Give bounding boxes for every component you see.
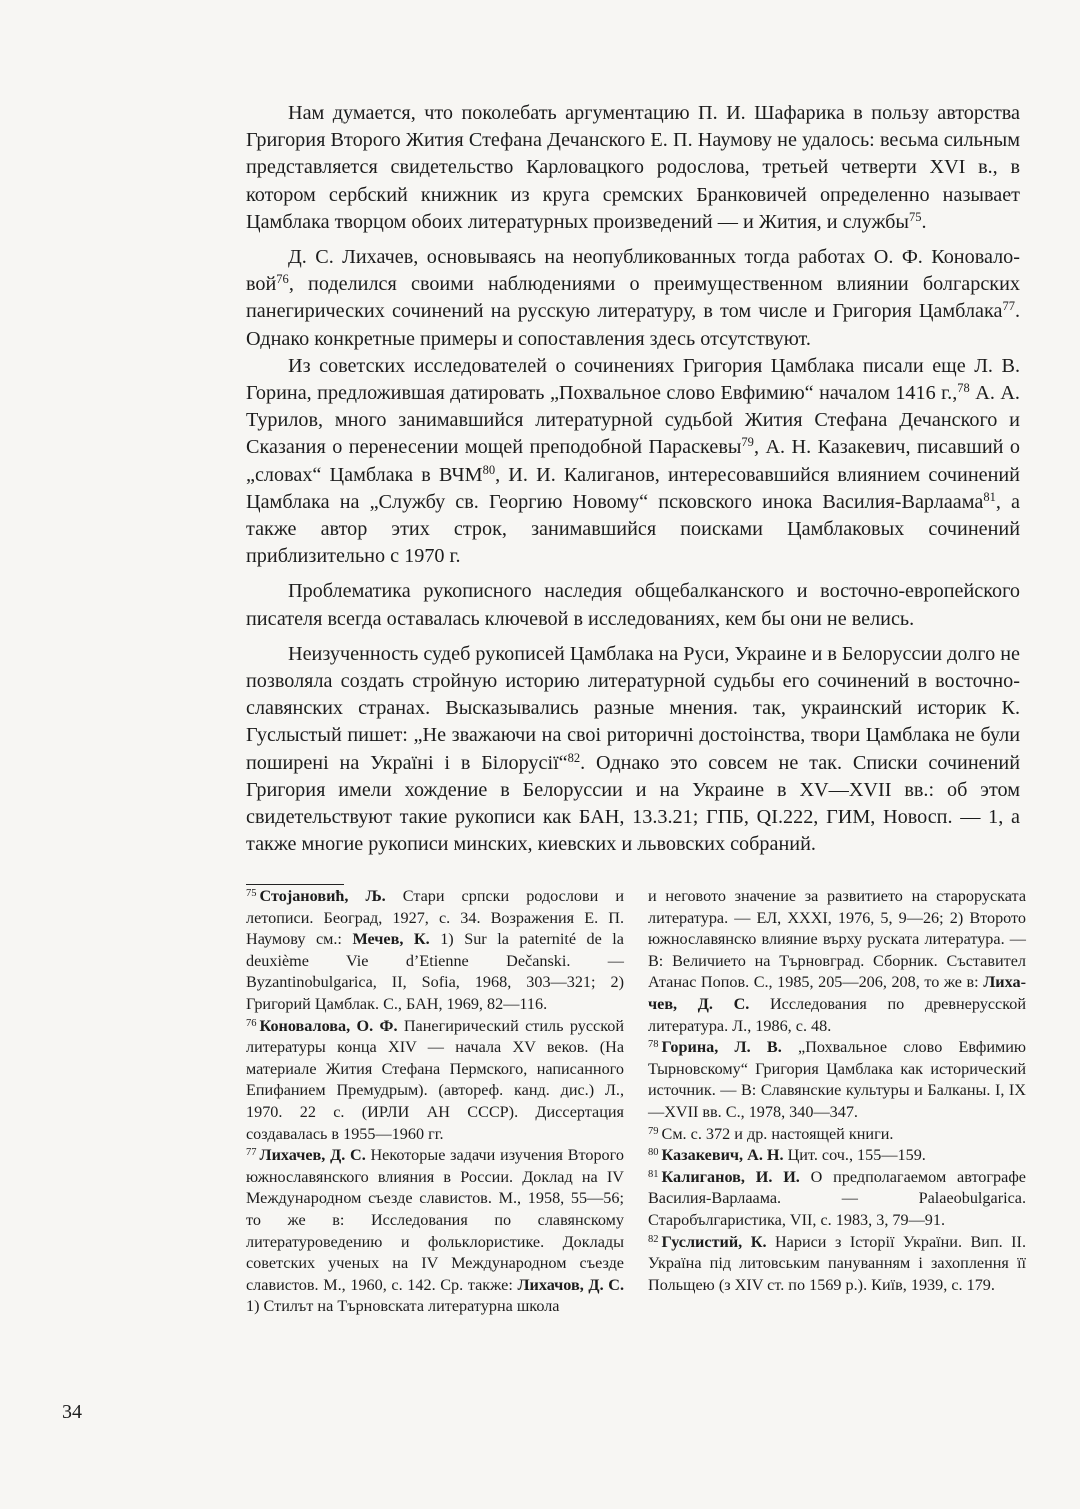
text-run: . Однако конкретные примеры и сопоставления здесь отсутствуют.	[246, 300, 1020, 350]
footnote-ref: 78	[957, 381, 970, 396]
footnotes-left-column	[246, 886, 624, 1318]
footnote-ref: 79	[741, 435, 754, 450]
footnote	[246, 1016, 624, 1146]
text-run: , поделился своими наблюдениями о преимущественном влиянии болгарских панегирических сочинений на русскую литературу, в том числе и Григория Цамблака	[246, 273, 1020, 323]
footnote-text	[662, 1146, 926, 1164]
paragraph	[246, 578, 1020, 632]
text-run: Неизученность судеб рукописей Цамблака на Руси, Украине и в Белоруссии долго не позволяла создать стройную историю литературной судьбы его сочинений в восточно-славянских странах. Высказывались разные мнения. так, украинский историк К. Гуслыстый пишет: „Не зважаючи на своі риторичні достоінства, твори Цамблака не були поширені на Україні і в Білорусії“	[246, 642, 1020, 774]
footnote	[648, 1124, 1026, 1146]
footnote-ref: 82	[567, 750, 581, 765]
text-run: , А. Н. Казакевич, писавший о „словах“ Цамблака в ВЧМ	[246, 436, 1020, 486]
page-number: 34	[62, 1401, 82, 1423]
author-name: Гуслистий, К.	[661, 1232, 767, 1251]
footnote-text	[246, 1146, 624, 1315]
footnote	[648, 1037, 1026, 1123]
footnote-number: 80	[648, 1147, 659, 1159]
footnote-text	[648, 887, 1026, 1035]
text-run: Исследования по древнерусской литература. Л., 1986, с. 48.	[648, 994, 1026, 1035]
text-run: Стари српски родослови и летописи. Београд, 1927, с. 34. Возражения Е. П. Наумову см.:	[246, 887, 624, 949]
author-name: Коновалова, О. Ф.	[259, 1016, 398, 1035]
footnote-number: 78	[648, 1039, 659, 1051]
text-run: 1) Стилът на Търновската литературна школа	[246, 1297, 560, 1316]
text-run: Д. С. Лихачев, основываясь на неопубликованных тогда работах О. Ф. Коноваловой	[246, 246, 1020, 296]
text-run: Панегирический стиль русской литературы конца XIV — начала XV веков. (На материале Жития Стефана Пермского, написанного Епифанием Премудрым). (автореф. канд. дис.) Л., 1970. 22 с. (ИРЛИ АН СССР). Диссертация создавалась в 1955—1960 гг.	[246, 1016, 624, 1143]
text-run: и неговото значение за развитието на староруската литература. — ЕЛ, XXXI, 1976, 5, 9—26; 2) Второто южнославянско влияние върху руската литература. — В: Величието на Търновград. Сборник. Съставител Атанас Попов. С., 1985, 205—206, 208, то же в:	[648, 887, 1026, 992]
text-run: , И. И. Калиганов, интересовавшийся влиянием сочинений Цамблака на „Службу св. Георгию Новому“ псковского инока Василия-Варлаама	[246, 463, 1020, 513]
footnote	[648, 1167, 1026, 1232]
paragraph	[246, 353, 1020, 571]
text-run: Некоторые задачи изучения Второго южнославянского влияния в России. Доклад на IV Международном съезде славистов. М., 1958, 55—56; то же в: Исследования по славянскому литературоведению и фольклористике. Доклады советских ученых на IV Международном съезде славистов. М., 1960, с. 142. Ср. также:	[246, 1146, 624, 1294]
text-run: См. с. 372 и др. настоящей книги.	[661, 1124, 894, 1143]
text-run: О предполагаемом автографе Василия-Варлаама. — Palaeobulgarica. Старобългаристика, VII, с. 1983, 3, 79—91.	[648, 1167, 1026, 1229]
author-name: Стојановић, Љ.	[259, 887, 386, 905]
footnote	[246, 1145, 624, 1318]
footnote-continuation	[648, 886, 1026, 1037]
author-name: Лихачов, Д. С.	[517, 1275, 624, 1294]
footnote-ref: 80	[482, 462, 496, 477]
text-run: . Однако это совсем не так. Списки сочинений Григория имели хождение в Белоруссии и на Украине в XV—XVII вв.: об этом свидетельствуют такие рукописи как БАН, 13.3.21; ГПБ, QI.222, ГИМ, Новосп. — 1, а также многие рукописи минских, киевских и львовских собраний.	[246, 751, 1020, 856]
paragraph	[246, 244, 1020, 353]
author-name: Мечев, К.	[352, 930, 430, 949]
text-run: .	[921, 210, 927, 233]
footnote-number: 77	[246, 1147, 257, 1159]
footnote-text	[648, 1168, 1026, 1229]
footnote-text	[648, 1038, 1026, 1121]
footnote-ref: 75	[908, 209, 922, 224]
footnotes-right-column	[648, 886, 1026, 1296]
footnote-number: 82	[648, 1233, 659, 1245]
footnote-text	[246, 887, 624, 1013]
footnote	[246, 886, 624, 1016]
footnote	[648, 1232, 1026, 1297]
footnote	[648, 1145, 1026, 1167]
footnote-number: 79	[648, 1125, 659, 1137]
main-text	[246, 100, 1020, 858]
author-name: Калиганов, И. И.	[661, 1167, 800, 1186]
footnote-ref: 81	[983, 489, 996, 504]
footnote-ref: 76	[276, 272, 289, 287]
footnote-divider	[246, 884, 344, 885]
author-name: Лихачев, Д. С.	[259, 1146, 366, 1165]
text-run: 1) Sur la paternité de la deuxième Vie d’Etienne Dečanski. — Byzantinobulgarica, II, Sofia, 1968, 303—321; 2) Григорий Цамблак. С., БАН, 1969, 82—116.	[246, 930, 624, 1013]
footnote-text	[662, 1125, 894, 1143]
text-run: А. А. Турилов, много занимавшийся литературной судьбой Жития Стефана Дечанского и Сказания о перенесении мощей преподобной Параскевы	[246, 382, 1020, 459]
paragraph	[246, 641, 1020, 859]
author-name: Горина, Л. В.	[661, 1038, 782, 1057]
footnote-number: 76	[246, 1017, 257, 1029]
text-run: , а также автор этих строк, занимавшийся поисками Цамблаковых сочинений приблизительно с 1970 г.	[246, 490, 1021, 568]
footnote-text	[246, 1017, 624, 1143]
footnote-number: 75	[246, 888, 257, 900]
text-run: Цит. соч., 155—159.	[783, 1146, 926, 1165]
text-run: Проблематика рукописного наследия общебалканского и восточно-европейского писателя всегда оставалась ключевой в исследованиях, кем бы они не велись.	[246, 580, 1020, 630]
footnote-ref: 77	[1002, 299, 1015, 314]
author-name: Лихачев, Д. С.	[648, 973, 1026, 1013]
footnote-text	[648, 1233, 1026, 1294]
text-run: „Похвальное слово Евфимию Тырновскому“ Григория Цамблака как исторический источник. — В: Славянские культуры и Балканы. I, IX—XVII вв. С., 1978, 340—347.	[648, 1038, 1027, 1121]
text-run: Нам думается, что поколебать аргументацию П. И. Шафарика в пользу авторства Григория Второго Жития Стефана Дечанского Е. П. Наумову не удалось: весьма сильным представляется свидетельство Карловацкого родослова, третьей четверти XVI в., в котором сербский книжник из круга сремских Бранковичей определенно называет Цамблака творцом обоих литературных произведений — и Жития, и службы	[246, 102, 1020, 233]
text-run: Из советских исследователей о сочинениях Григория Цамблака писали еще Л. В. Горина, предложившая датировать „Похвальное слово Евфимию“ началом 1416 г.,	[246, 354, 1020, 405]
text-run: Нариси з Історії України. Вип. II. Україна під литовським пануванням і захоплення її Польщею (з XIV ст. по 1569 р.). Київ, 1939, с. 179.	[648, 1232, 1026, 1294]
footnote-number: 81	[648, 1168, 659, 1180]
paragraph	[246, 100, 1020, 236]
author-name: Казакевич, А. Н.	[661, 1146, 784, 1165]
